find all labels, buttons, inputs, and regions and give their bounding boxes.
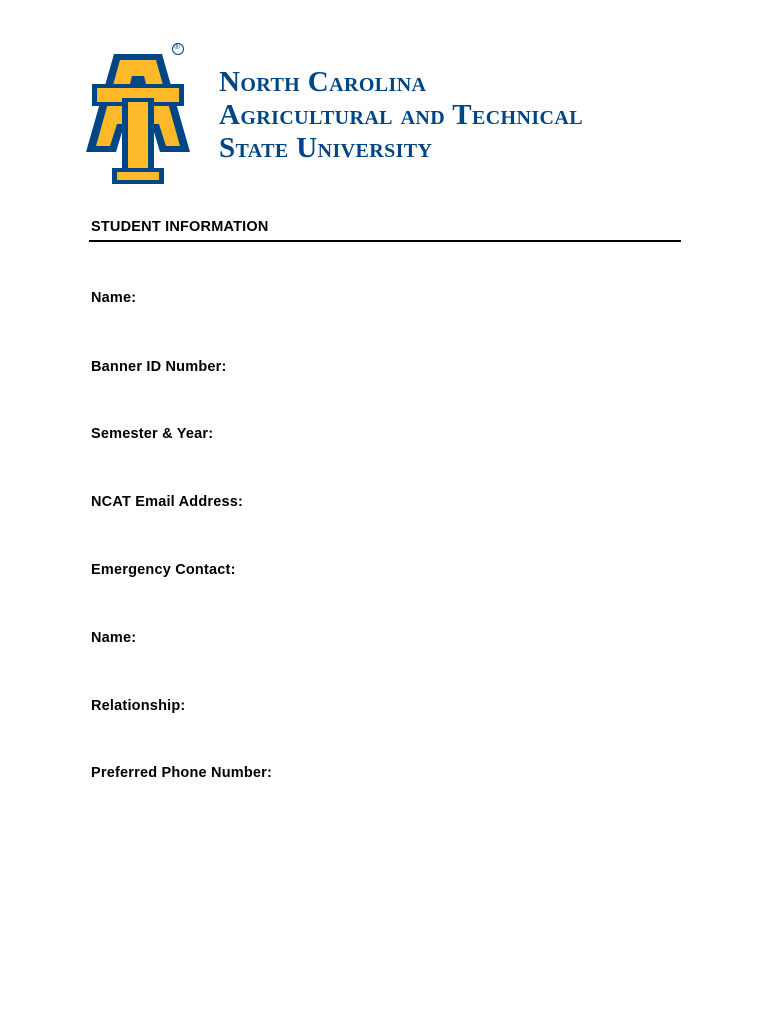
field-label-student-name: Name: [91,290,137,306]
registered-mark: ® [174,42,180,51]
field-label-emergency-contact: Emergency Contact: [91,562,236,578]
wordmark-line-1: North Carolina [219,66,427,98]
section-title: STUDENT INFORMATION [91,219,269,235]
field-label-relationship: Relationship: [91,698,186,714]
field-label-email: NCAT Email Address: [91,494,244,510]
section-divider [89,240,681,242]
university-logo-icon [86,40,190,185]
field-label-semester-year: Semester & Year: [91,426,214,442]
field-label-contact-name: Name: [91,630,137,646]
wordmark-line-2: Agricultural and Technical [219,99,583,131]
wordmark-line-3: State University [219,132,433,164]
field-label-phone: Preferred Phone Number: [91,765,273,781]
university-wordmark [219,66,689,165]
field-label-banner-id: Banner ID Number: [91,359,227,375]
